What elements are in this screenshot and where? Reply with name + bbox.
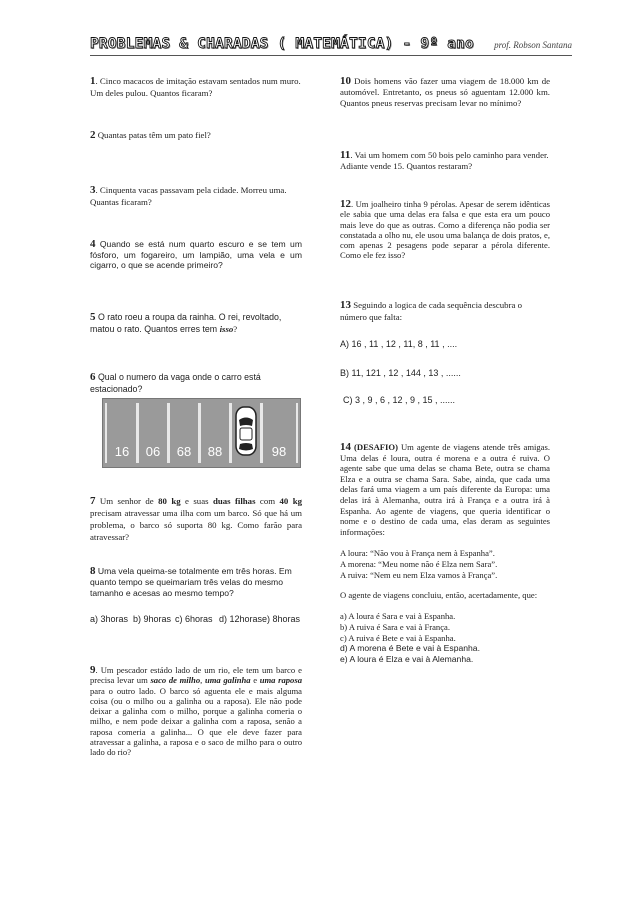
highlight-text: saco de milho: [150, 675, 201, 686]
answer-option: b) 9horas: [133, 614, 172, 624]
slot-number: 16: [114, 444, 130, 459]
question-text: Uma vela queima-se totalmente em três horas. Em quanto tempo se queimariam três velas do mesmo tamanho e acesas ao mesmo tempo?: [90, 566, 292, 598]
answer-option: b) A ruiva é Sara e vai à França.: [340, 621, 451, 632]
question-4: [90, 239, 302, 271]
sequence-c: C) 3 , 9 , 6 , 12 , 9 , 15 , ......: [343, 395, 456, 405]
question-text: precisam atravessar uma ilha com um barco. Só que há um problema, o barco só suporta 80 kg. Como farão para atravessar?: [90, 508, 302, 542]
slot-number: 88: [207, 444, 223, 459]
question-number: 14: [340, 441, 351, 453]
challenge-label: (DESAFIO): [351, 442, 398, 452]
question-text: e suas: [180, 496, 213, 506]
question-text: e: [250, 675, 260, 686]
question-10: [340, 76, 550, 108]
question-2: [90, 130, 302, 142]
question-11: [340, 150, 550, 172]
answer-option: d) A morena é Bete e vai à Espanha.: [340, 643, 480, 654]
question-14-quotes: [340, 548, 550, 580]
highlight-text: duas filhas: [212, 496, 256, 506]
page-title: PROBLEMAS & CHARADAS ( MATEMÁTICA) - 9º ano: [90, 36, 474, 52]
question-text: Quantas patas têm um pato fiel?: [95, 130, 211, 140]
question-number: 2: [90, 129, 96, 141]
highlight-text: uma raposa: [259, 675, 302, 686]
question-3: [90, 185, 302, 208]
question-number: 13: [340, 299, 351, 311]
conclusion-text: O agente de viagens concluiu, então, acertadamente, que:: [340, 590, 538, 600]
question-text: com: [255, 496, 280, 506]
question-text: . Um pescador estádo lado de um rio, ele tem um barco e precisa levar um: [90, 665, 302, 686]
parking-slot: [198, 403, 232, 463]
parking-slot: [105, 403, 139, 463]
question-text: . Um joalheiro tinha 9 pérolas. Apesar de serem idênticas ele sabia que uma delas era falsa e que esta era um pouco mais leve do que as outras. Como a diferença não podia ser constatada a olho nu, ele usou uma balança de dois pratos, e, com apenas 2 pesagens pode separar a pérola diferente. Como ele fez isso?: [340, 199, 550, 261]
question-text: Um agente de viagens atende três amigas. Uma delas é loura, outra é morena e a outra é ruiva. O agente sabe que uma delas se chama Bete, outra se chama Elza e a outra se chama Sara. Sabe, ainda, que cada uma delas fará uma viagem a um país diferente da Europa: uma delas irá à Alemanha, outra irá à França e a outra irá à Espanha. Ao agente de viagens, que queria identificar o nome e o destino de cada uma, elas deram as seguintes informações:: [340, 442, 550, 537]
sequence-a: A) 16 , 11 , 12 , 11, 8 , 11 , ....: [340, 339, 458, 349]
answer-option: d) 12horas: [219, 614, 263, 624]
question-8: [90, 566, 302, 599]
quote-line: A morena: “Meu nome não é Elza nem Sara”.: [340, 558, 498, 569]
car-icon: [234, 406, 258, 456]
answer-option: e) 8horas: [262, 614, 301, 624]
answer-option: a) A loura é Sara e vai à Espanha.: [340, 611, 456, 621]
question-text: ,: [200, 675, 205, 686]
answer-option: a) 3horas: [90, 614, 129, 624]
answer-option: e) A loura é Elza e vai à Alemanha.: [340, 654, 474, 665]
question-1: [90, 76, 302, 99]
parking-slot: [167, 403, 201, 463]
question-number: 11: [340, 149, 351, 161]
question-text: para o outro lado. O barco só aguenta ele e mais alguma coisa (ou o milho ou a galinha ou a raposa). Ele não pode deixar a galinha com o milho, porque a galinha comeria o milho, e nem pode deixar a galinha com a raposa, senão a raposa comeria a galinha... O que ele deve fazer para atravessar a galinha, a raposa e o saco de milho para o outro lado do rio?: [90, 685, 302, 758]
question-number: 8: [90, 565, 96, 577]
quote-line: A ruiva: “Nem eu nem Elza vamos à França”.: [340, 569, 498, 580]
question-number: 12: [340, 198, 351, 210]
question-number: 6: [90, 371, 96, 383]
slot-number: 06: [145, 444, 161, 459]
question-text: Qual o numero da vaga onde o carro está estacionado?: [90, 372, 261, 394]
page-header: [90, 33, 572, 56]
parking-slot: [260, 403, 298, 463]
question-5: [90, 312, 302, 335]
answer-option: c) 6horas: [175, 614, 213, 624]
question-text: Quando se está num quarto escuro e se tem um fósforo, um fogareiro, um lampião, uma vela e um cigarro, o que se acende primeiro?: [90, 239, 302, 270]
question-12: [340, 199, 550, 261]
question-6: [90, 372, 302, 395]
question-14-conclusion: [340, 590, 550, 602]
question-text: O rato roeu a roupa da rainha. O rei, revoltado, matou o rato. Quantos erres tem: [90, 312, 282, 334]
author-name: prof. Robson Santana: [494, 40, 572, 50]
question-number: 5: [90, 311, 96, 323]
question-number: 3: [90, 184, 96, 196]
highlight-text: 40 kg: [279, 496, 303, 506]
question-number: 7: [90, 495, 96, 507]
highlight-text: 80 kg: [158, 496, 181, 506]
highlight-text: uma galinha: [204, 675, 251, 686]
question-7: [90, 495, 302, 543]
sequence-b: B) 11, 121 , 12 , 144 , 13 , ......: [340, 368, 461, 378]
answer-option: c) A ruiva é Bete e vai à Espanha.: [340, 632, 456, 643]
question-number: 1: [90, 75, 96, 87]
slot-number: 68: [176, 444, 192, 459]
question-14: [340, 442, 550, 537]
question-number: 4: [90, 238, 96, 250]
question-text: Dois homens vão fazer uma viagem de 18.000 km de automóvel. Entretanto, os pneus só aguentam 12.000 km. Quantos pneus reservas precisam levar no mínimo?: [340, 76, 550, 108]
question-14-options: [340, 611, 550, 665]
question-9: [90, 665, 302, 758]
quote-line: A loura: “Não vou à França nem à Espanha”.: [340, 548, 495, 558]
question-number: 9: [90, 664, 96, 676]
question-text: Um senhor de: [95, 496, 159, 506]
emphasis-word: isso: [219, 323, 234, 334]
question-text: . Vai um homem com 50 bois pelo caminho para vender. Adiante vende 15. Quantos restaram?: [340, 150, 549, 171]
question-text: . Cinco macacos de imitação estavam sentados num muro. Um deles pulou. Quantos ficaram?: [90, 76, 301, 98]
question-text: . Cinquenta vacas passavam pela cidade. Morreu uma. Quantas ficaram?: [90, 185, 287, 207]
question-text: Seguindo a logica de cada sequência descubra o número que falta:: [340, 300, 522, 322]
question-number: 10: [340, 75, 351, 87]
parking-slot: [136, 403, 170, 463]
question-13: [340, 300, 550, 323]
slot-number: 98: [271, 444, 287, 459]
question-end: ?: [233, 323, 238, 334]
parking-lot-image: [102, 398, 301, 468]
